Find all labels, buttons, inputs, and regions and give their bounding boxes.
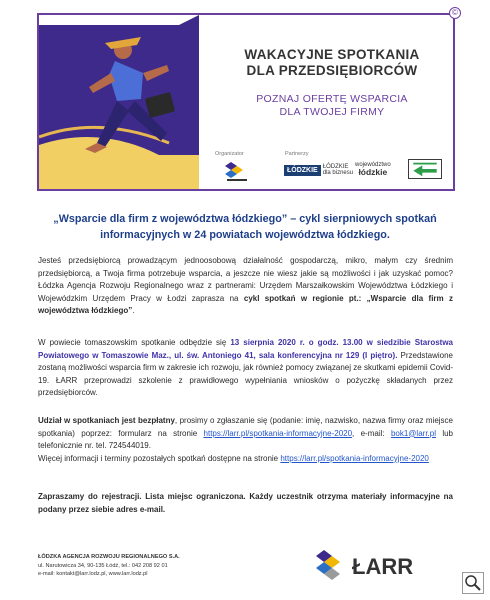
main-heading: „Wsparcie dla firm z województwa łódzkiego” – cykl sierpniowych spotkań informacyjnych w 24 powiatach województwa łódzkiego. <box>53 213 437 241</box>
wojewodztwo-lodzkie-logo: województwo łódzkie <box>355 162 391 177</box>
email-link[interactable]: bok1@larr.pl <box>390 428 436 438</box>
partners-label: Partnerzy <box>285 151 309 157</box>
banner-title: WAKACYJNE SPOTKANIA DLA PRZEDSIĘBIORCÓW <box>244 47 420 78</box>
zoom-icon[interactable] <box>462 572 484 594</box>
event-banner <box>37 8 458 191</box>
registration-form-link[interactable]: https://larr.pl/spotkania-informacyjne-2020 <box>203 428 353 438</box>
svg-text:ŁARR: ŁARR <box>352 554 414 579</box>
banner-subtitle: POZNAJ OFERTĘ WSPARCIA DLA TWOJEJ FIRMY <box>256 93 408 118</box>
larr-footer-logo <box>312 548 442 582</box>
copyright-icon: © <box>449 7 461 19</box>
meeting-paragraph: W powiecie tomaszowskim spotkanie odbędzie się 13 sierpnia 2020 r. o godz. 13.00 w siedzibie Starostwa Powiatowego w Tomaszowie Maz., ul. św. Antoniego 41, sala konferencyjna nr 129 (I piętro). Przedstawione zostaną możliwości wsparcia firm w zakresie ich rozwoju, jak również pomocy związanej ze skutkami epidemii Covid-19. ŁARR przeprowadzi szkolenie z prawidłowego wypełniania wniosków o pożyczkę składanych przez przedsiębiorców. <box>38 338 453 397</box>
lodzkie-dla-biznesu-logo: ŁÓDZKIE ŁÓDZKIE dla biznesu <box>284 160 353 180</box>
closing-paragraph: Zapraszamy do rejestracji. Lista miejsc ograniczona. Każdy uczestnik otrzyma materiały informacyjne na podany przez siebie adres e-mail. <box>38 492 453 514</box>
organizer-label: Organizator <box>215 151 244 157</box>
partner-logo-icon <box>408 159 442 179</box>
registration-paragraph: Udział w spotkaniach jest bezpłatny, prosimy o zgłaszanie się (podanie: imię, nazwisko, nazwa firmy oraz miejsce spotkania) poprzez: formularz na stronie https://larr.pl/spotkania-informacyjne-2020, e-mail: bok1@larr.pl lub telefonicznie nr. tel. 724544019. Więcej informacji i terminy pozostałych spotkań dostępne na stronie https://larr.pl/spotkania-informacyjne-2020 <box>38 416 453 463</box>
banner-illustration <box>39 15 199 189</box>
larr-logo-icon <box>225 160 249 182</box>
intro-paragraph: Jesteś przedsiębiorcą prowadzącym jednoosobową działalność gospodarczą, mikro, małym czy średnim przedsiębiorcą, a Twoja firma potrzebuje wsparcia, a jeszcze nie wiesz jakie są możliwości i jak uzyskać pomoc? Łódzka Agencja Rozwoju Regionalnego wraz z partnerami: Urzędem Marszałkowskim Województwa Łódzkiego i Wojewódzkim Urzędem Pracy w Łodzi zaprasza na cykl spotkań w regionie pt.: „Wsparcie dla firm z województwa łódzkiego”. <box>38 256 454 315</box>
footer-contact: ŁÓDZKA AGENCJA ROZWOJU REGIONALNEGO S.A. ul. Narutowicza 34, 90-135 Łódź, tel.: 042 208 92 01 e-mail: kontakt@larr.lodz.pl, www.larr.lodz.pl <box>38 554 180 577</box>
more-info-link[interactable]: https://larr.pl/spotkania-informacyjne-2020 <box>280 453 429 463</box>
